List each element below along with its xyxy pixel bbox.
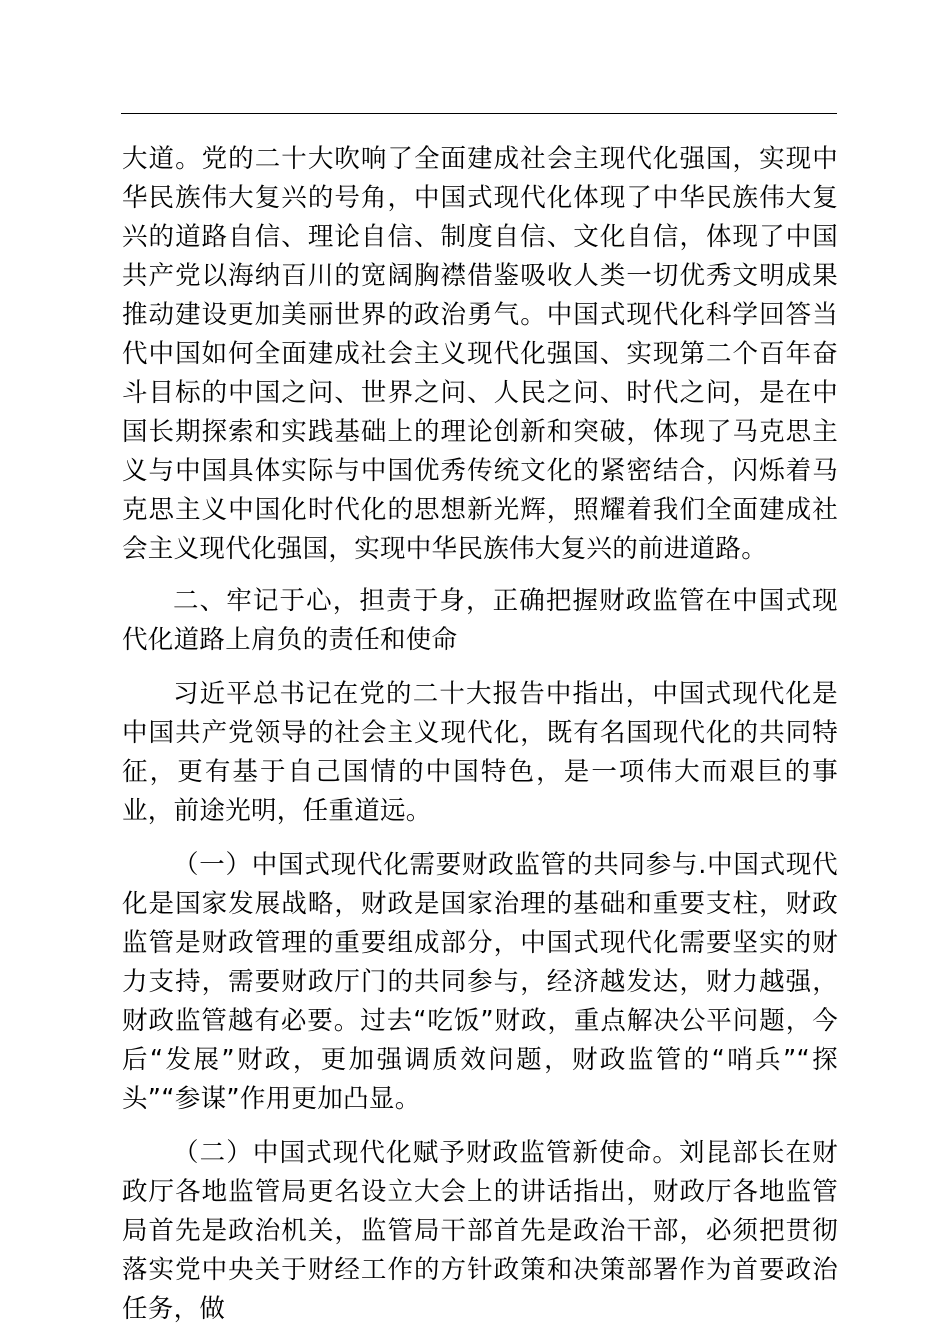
paragraph-subsection-one: （一）中国式现代化需要财政监管的共同参与.中国式现代化是国家发展战略，财政是国家治理的基础和重要支柱，财政监管是财政管理的重要组成部分，中国式现代化需要坚实的财力支持，需要财政厅门的共同参与，经济越发达，财力越强，财政监管越有必要。过去“吃饭”财政，重点解决公平问题，今后“发展”财政，更加强调质效问题，财政监管的“哨兵”“探头”“参谋”作用更加凸显。: [122, 850, 838, 1114]
document-body: [122, 140, 838, 1344]
section-heading-two: 二、牢记于心，担责于身，正确把握财政监管在中国式现代化道路上肩负的责任和使命: [122, 586, 838, 655]
paragraph-report-quote: 习近平总书记在党的二十大报告中指出，中国式现代化是中国共产党领导的社会主义现代化，既有名国现代化的共同特征，更有基于自己国情的中国特色，是一项伟大而艰巨的事业，前途光明，任重道远。: [122, 679, 838, 826]
header-rule: [121, 113, 837, 114]
paragraph-continuation: 大道。党的二十大吹响了全面建成社会主现代化强国，实现中华民族伟大复兴的号角，中国式现代化体现了中华民族伟大复兴的道路自信、理论自信、制度自信、文化自信，体现了中国共产党以海纳百川的宽阔胸襟借鉴吸收人类一切优秀文明成果推动建设更加美丽世界的政治勇气。中国式现代化科学回答当代中国如何全面建成社会主义现代化强国、实现第二个百年奋斗目标的中国之问、世界之问、人民之问、时代之问，是在中国长期探索和实践基础上的理论创新和突破，体现了马克思主义与中国具体实际与中国优秀传统文化的紧密结合，闪烁着马克思主义中国化时代化的思想新光辉，照耀着我们全面建成社会主义现代化强国，实现中华民族伟大复兴的前进道路。: [122, 144, 838, 564]
paragraph-subsection-two: （二）中国式现代化赋予财政监管新使命。刘昆部长在财政厅各地监管局更名设立大会上的讲话指出，财政厅各地监管局首先是政治机关，监管局干部首先是政治干部，必须把贯彻落实党中央关于财经工作的方针政策和决策部署作为首要政治任务，做: [122, 1138, 838, 1324]
